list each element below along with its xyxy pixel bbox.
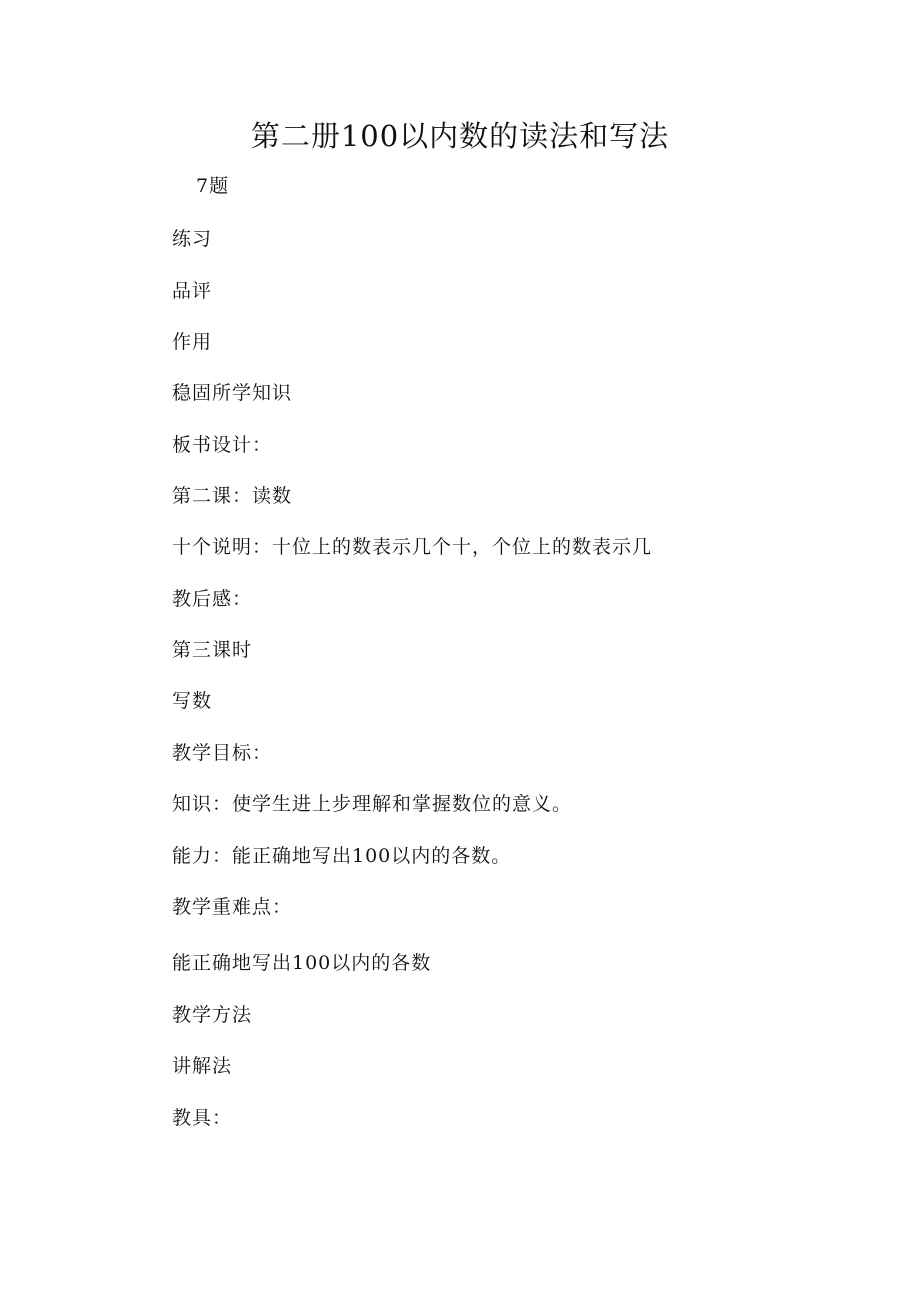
text-line: 讲解法 <box>172 1055 233 1077</box>
text-line: 教学方法 <box>172 1004 253 1026</box>
text-line: 教后感： <box>172 588 253 610</box>
text-line: 知识：使学生进上步理解和掌握数位的意义。 <box>172 793 573 815</box>
document-title: 第二册100以内数的读法和写法 <box>250 119 670 153</box>
text-line: 作用 <box>172 331 213 353</box>
text-line: 教学重难点： <box>172 896 293 918</box>
text-line: 品评 <box>172 280 213 302</box>
text-line: 十个说明：十位上的数表示几个十，个位上的数表示几 <box>172 536 653 558</box>
text-line: 教具： <box>172 1107 233 1129</box>
text-line: 教学目标： <box>172 742 273 764</box>
text-line: 第二课：读数 <box>172 485 293 507</box>
text-line: 写数 <box>172 690 213 712</box>
text-line: 第三课时 <box>172 639 253 661</box>
text-line: 板书设计： <box>172 434 273 456</box>
text-line: 能正确地写出100以内的各数 <box>172 952 432 974</box>
text-line: 稳固所学知识 <box>172 382 293 404</box>
text-line: 7题 <box>196 175 230 197</box>
text-line: 练习 <box>172 228 213 250</box>
text-line: 能力：能正确地写出100以内的各数。 <box>172 845 512 867</box>
